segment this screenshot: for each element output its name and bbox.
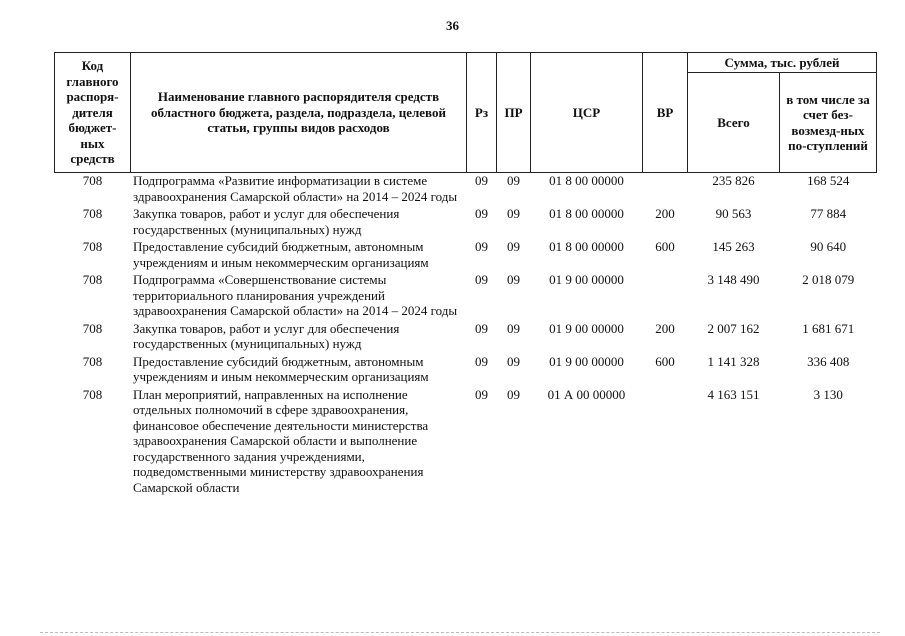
- row-name: Подпрограмма «Совершенствование системы территориального планирования учреждений здравоохранения Самарской области» на 2014 – 2024 годы: [133, 272, 458, 318]
- page-edge-rule: [40, 632, 880, 633]
- row-pr: 09: [507, 272, 520, 287]
- header-incl: в том числе за счет без-возмезд-ных по-ступлений: [780, 73, 877, 173]
- table-row: [55, 239, 877, 272]
- row-name: Подпрограмма «Развитие информатизации в системе здравоохранения Самарской области» на 2014 – 2024 годы: [133, 173, 458, 204]
- header-pr: ПР: [497, 53, 531, 173]
- row-code: 708: [82, 206, 103, 221]
- table-row: [55, 272, 877, 321]
- row-code: 708: [82, 353, 103, 369]
- row-incl: 3 130: [813, 386, 843, 402]
- row-pr: 09: [507, 206, 520, 221]
- row-pr: 09: [507, 320, 520, 336]
- row-incl: 2 018 079: [802, 272, 855, 287]
- row-vr: [643, 387, 688, 498]
- row-csr: 01 8 00 00000: [549, 206, 624, 221]
- row-csr: 01 9 00 00000: [549, 272, 624, 287]
- row-csr: 01 8 00 00000: [549, 239, 624, 254]
- budget-table: [54, 52, 877, 497]
- row-pr: 09: [507, 239, 520, 254]
- row-total: 2 007 162: [707, 320, 760, 336]
- row-name: План мероприятий, направленных на исполнение отдельных полномочий в сфере здравоохранения, финансовое обеспечение деятельности министерства здравоохранения Самарской области и выполнение государственного задания учреждениями, подведомственными министерству здравоохранения Самарской области: [133, 386, 429, 495]
- row-total: 3 148 490: [707, 272, 760, 287]
- row-name: Закупка товаров, работ и услуг для обеспечения государственных (муниципальных) нужд: [133, 206, 400, 237]
- row-rz: 09: [475, 353, 488, 369]
- header-name: Наименование главного распорядителя средств областного бюджета, раздела, подраздела, целевой статьи, группы видов расходов: [131, 53, 467, 173]
- row-code: 708: [82, 239, 103, 254]
- table-body: [55, 173, 877, 498]
- table-header: [55, 53, 877, 173]
- header-sum-group: Сумма, тыс. рублей: [688, 53, 877, 73]
- row-code: 708: [82, 386, 103, 402]
- header-rz: Рз: [467, 53, 497, 173]
- row-csr: 01 А 00 00000: [547, 386, 626, 402]
- table-row: [55, 321, 877, 354]
- row-rz: 09: [475, 239, 488, 254]
- row-total: 90 563: [715, 206, 752, 221]
- table-row: [55, 387, 877, 498]
- row-rz: 09: [475, 386, 488, 402]
- header-total: Всего: [688, 73, 780, 173]
- row-vr: 200: [655, 320, 675, 336]
- row-rz: 09: [475, 320, 488, 336]
- row-code: 708: [82, 173, 103, 188]
- row-incl: 1 681 671: [802, 320, 855, 336]
- row-total: 1 141 328: [707, 353, 760, 369]
- row-name: Предоставление субсидий бюджетным, автономным учреждениям и иным некоммерческим организациям: [133, 353, 429, 384]
- page-number: 36: [446, 18, 459, 33]
- row-rz: 09: [475, 173, 488, 188]
- row-total: 235 826: [712, 173, 755, 188]
- row-vr: [643, 173, 688, 207]
- table-row: [55, 354, 877, 387]
- row-name: Предоставление субсидий бюджетным, автономным учреждениям и иным некоммерческим организациям: [133, 239, 429, 270]
- row-vr: [643, 272, 688, 321]
- row-pr: 09: [507, 353, 520, 369]
- row-vr: 600: [655, 353, 675, 369]
- row-csr: 01 9 00 00000: [549, 353, 624, 369]
- row-incl: 168 524: [807, 173, 850, 188]
- row-pr: 09: [507, 386, 520, 402]
- row-csr: 01 8 00 00000: [549, 173, 624, 188]
- header-code: Код главного распоря-дителя бюджет-ных средств: [55, 53, 131, 173]
- header-vr: ВР: [643, 53, 688, 173]
- table-row: [55, 173, 877, 207]
- row-vr: 600: [655, 239, 675, 254]
- row-name: Закупка товаров, работ и услуг для обеспечения государственных (муниципальных) нужд: [133, 320, 400, 351]
- row-csr: 01 9 00 00000: [549, 320, 624, 336]
- row-code: 708: [82, 320, 103, 336]
- row-total: 145 263: [712, 239, 755, 254]
- row-code: 708: [82, 272, 103, 287]
- row-pr: 09: [507, 173, 520, 188]
- row-rz: 09: [475, 206, 488, 221]
- table-row: [55, 206, 877, 239]
- row-vr: 200: [655, 206, 675, 221]
- row-total: 4 163 151: [707, 386, 760, 402]
- row-rz: 09: [475, 272, 488, 287]
- row-incl: 90 640: [810, 239, 847, 254]
- row-incl: 77 884: [810, 206, 847, 221]
- row-incl: 336 408: [807, 353, 850, 369]
- header-csr: ЦСР: [531, 53, 643, 173]
